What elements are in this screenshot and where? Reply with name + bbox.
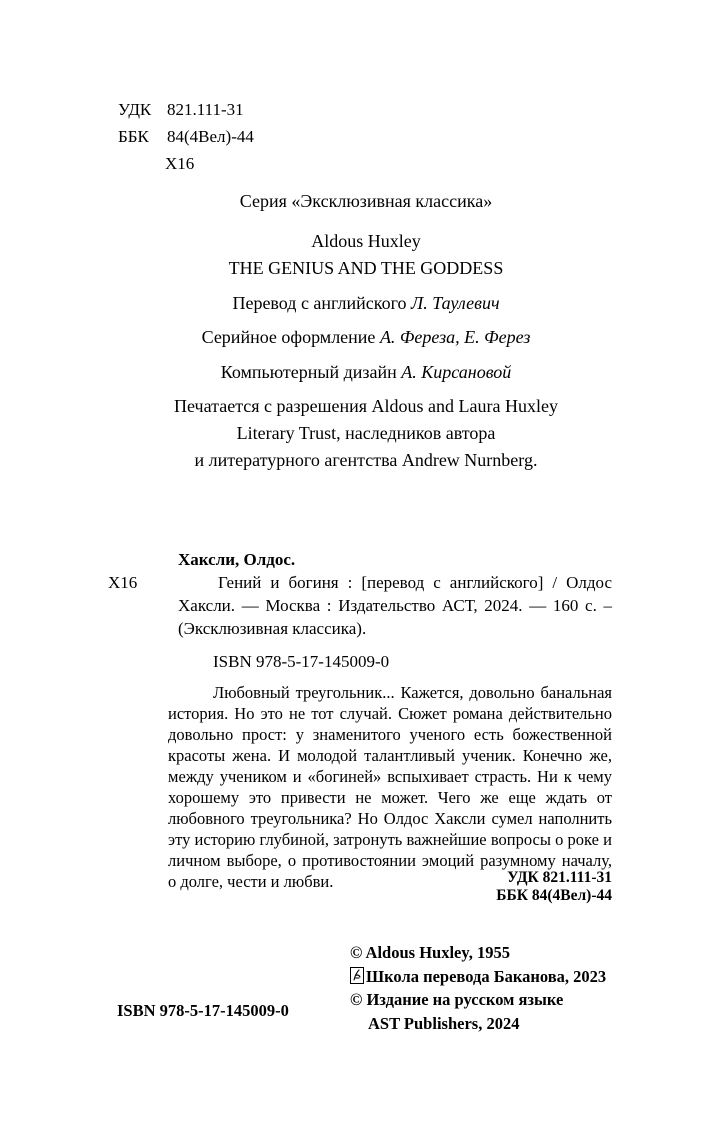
copyright-author-line: © Aldous Huxley, 1955: [350, 943, 510, 962]
bbk-label: ББК: [118, 127, 149, 146]
computer-design-credit: [23, 359, 709, 386]
original-title: THE GENIUS AND THE GODDESS: [228, 258, 504, 278]
copyright-block: [350, 941, 606, 1035]
author-name: Aldous Huxley: [311, 231, 421, 251]
copyright-translation-school-line: [350, 965, 606, 989]
bbk-value: 84(4Вел)-44: [167, 127, 254, 146]
footer-udk: УДК 821.111-31: [507, 869, 612, 886]
author-sign: Х16: [165, 154, 195, 173]
catalog-isbn: ISBN 978-5-17-145009-0: [213, 652, 390, 671]
translation-credit: [23, 290, 709, 317]
catalog-author-heading: Хаксли, Олдос.: [178, 550, 296, 569]
udk-value: 821.111-31: [167, 100, 244, 119]
permission-line: Literary Trust, наследников автора: [236, 423, 496, 443]
bottom-isbn: ISBN 978-5-17-145009-0: [117, 1001, 289, 1020]
footer-bbk: ББК 84(4Вел)-44: [496, 887, 612, 904]
series-title: Серия «Эксклюзивная классика»: [239, 191, 493, 211]
computer-designer: А. Кирсановой: [401, 362, 512, 382]
catalog-author-sign: Х16: [108, 573, 138, 592]
translation-school-text: Школа перевода Баканова, 2023: [366, 966, 607, 986]
permission-line: и литературного агентства Andrew Nurnberg.: [194, 450, 538, 470]
bbk-line: [118, 123, 254, 150]
translation-prefix: Перевод с английского: [232, 293, 407, 313]
series-design-credit: [23, 324, 709, 351]
catalog-card: [0, 548, 709, 673]
author-sign-line: [165, 150, 254, 177]
permission-line: Печатается с разрешения Aldous and Laura Huxley: [174, 396, 558, 416]
title-column: [23, 188, 709, 474]
catalog-entry: Гений и богиня : [перевод с английского] / Олдос Хаксли. — Москва : Издательство АСТ, 2024. — 160 с. – (Эксклюзивная классика).: [178, 573, 612, 638]
computer-design-prefix: Компьютерный дизайн: [220, 362, 397, 382]
top-classification-block: [118, 96, 254, 177]
footer-classification-block: [168, 869, 612, 905]
udk-label: УДК: [118, 100, 152, 119]
copyright-publisher-line: AST Publishers, 2024: [368, 1013, 520, 1033]
copyright-russian-edition-line: © Издание на русском языке: [350, 990, 564, 1009]
bakanov-school-logo-icon: [350, 967, 364, 984]
series-designers: А. Фереза, Е. Ферез: [379, 327, 531, 347]
udk-line: [118, 96, 254, 123]
series-design-prefix: Серийное оформление: [201, 327, 376, 347]
permission-notice: [23, 393, 709, 474]
annotation-text: Любовный треугольник... Кажется, довольно банальная история. Но это не тот случай. Сюжет романа действительно довольно прост: у знаменитого ученого есть божественной красоты жена. И молодой талантливый ученик. Конечно же, между учеником и «богиней» вспыхивает страсть. Ни к чему хорошему это привести не может. Чего же еще ждать от любовного треугольника? Но Олдос Хаксли сумел наполнить эту историю глубиной, затронуть важнейшие вопросы о роке и личном выборе, о противостоянии эмоций разумному началу, о долге, чести и любви.: [168, 683, 612, 891]
translator-name: Л. Таулевич: [411, 293, 500, 313]
